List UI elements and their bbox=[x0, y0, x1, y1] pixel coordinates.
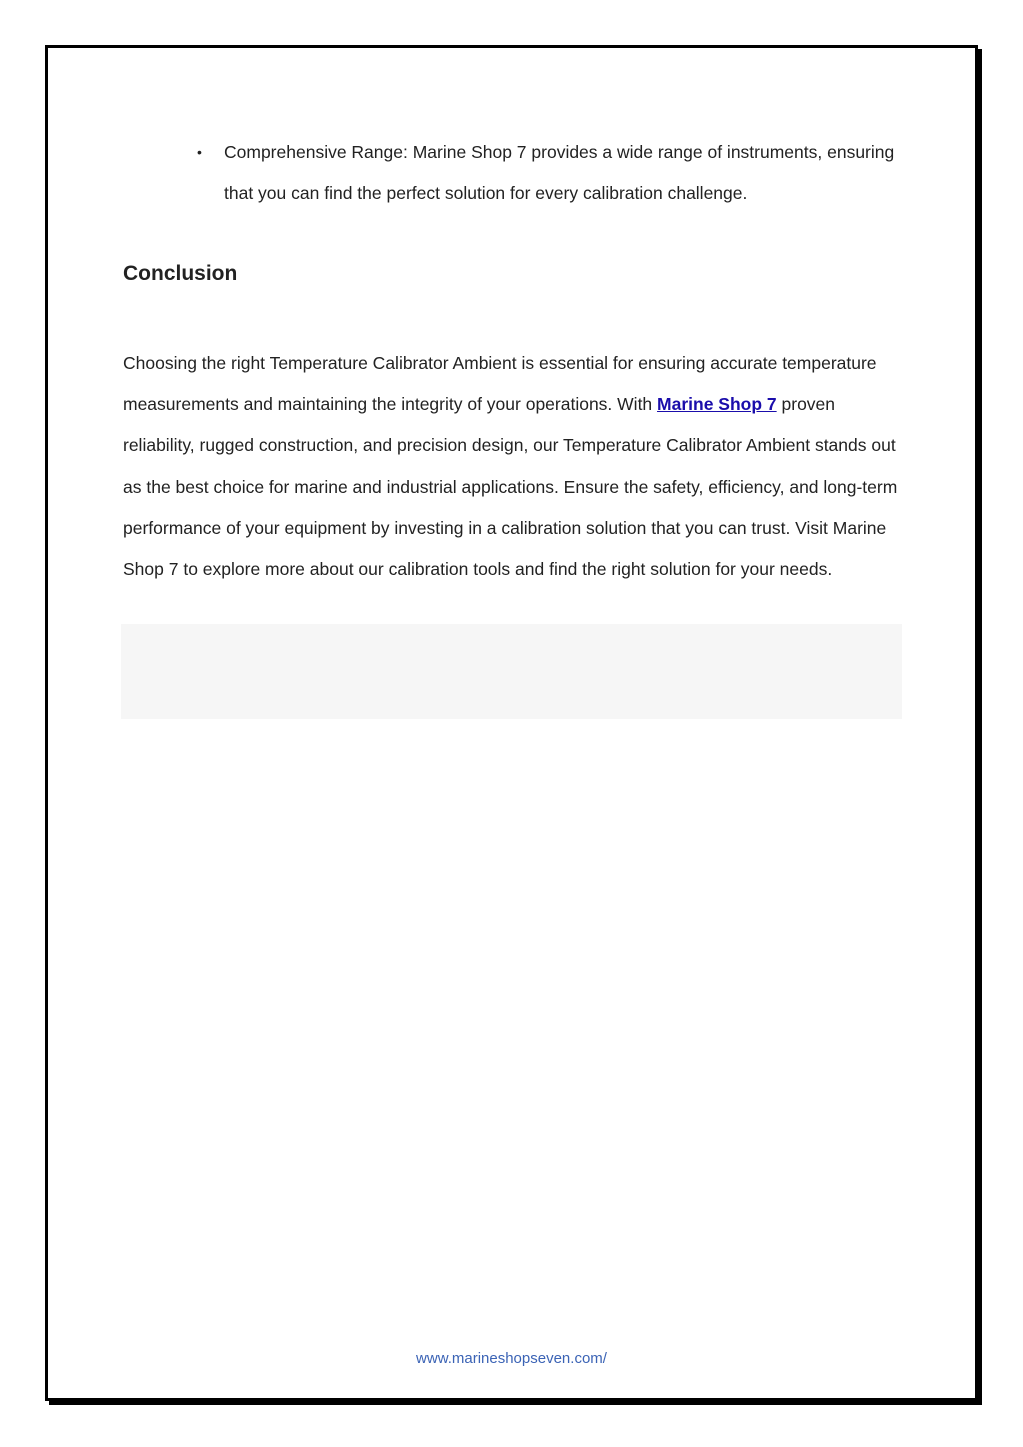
page-frame bbox=[45, 45, 978, 1401]
bullet-marker: • bbox=[197, 144, 202, 160]
paragraph-text-before-link: Choosing the right Temperature Calibrator Ambient is essential for ensuring accurate temperature measurements and maintaining the integrity of your operations. With bbox=[123, 353, 877, 415]
bullet-list bbox=[178, 132, 898, 214]
conclusion-paragraph bbox=[123, 343, 903, 590]
marine-shop-link[interactable]: Marine Shop 7 bbox=[657, 394, 777, 415]
paragraph-text-after-link: proven reliability, rugged construction, and precision design, our Temperature Calibrator Ambient stands out as the best choice for marine and industrial applications. Ensure the safety, efficiency, and long-term performance of your equipment by investing in a calibration solution that you can trust. Visit Marine Shop 7 to explore more about our calibration tools and find the right solution for your needs. bbox=[123, 394, 898, 580]
list-item bbox=[178, 132, 898, 214]
grey-placeholder-box bbox=[121, 624, 902, 719]
footer-url[interactable]: www.marineshopseven.com/ bbox=[416, 1350, 607, 1367]
bullet-text: Comprehensive Range: Marine Shop 7 provides a wide range of instruments, ensuring that you can find the perfect solution for every calibration challenge. bbox=[224, 142, 895, 203]
section-heading: Conclusion bbox=[123, 262, 238, 285]
